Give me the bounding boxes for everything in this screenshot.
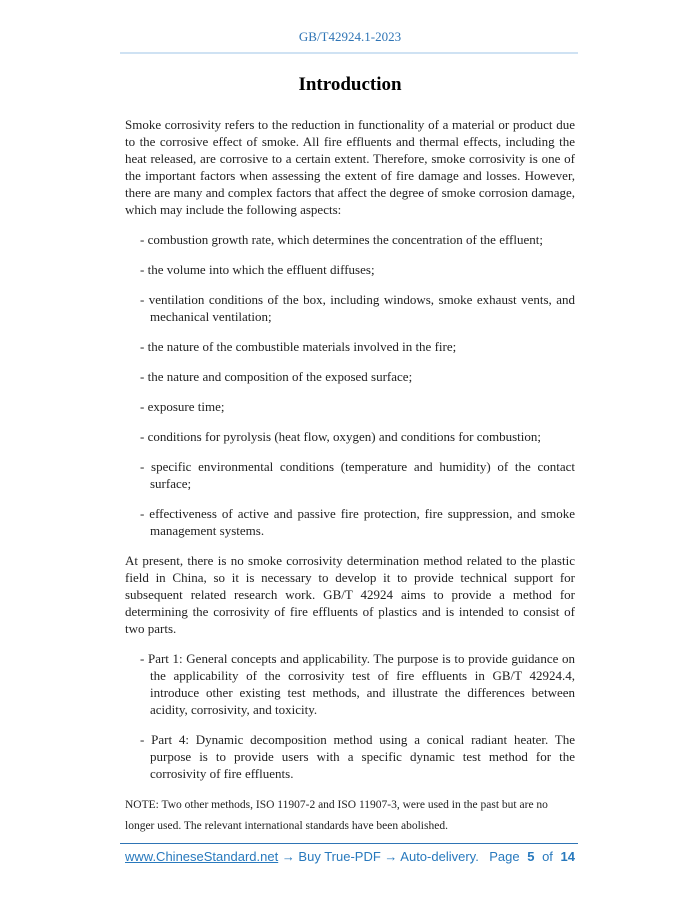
list-item-part-1: - Part 1: General concepts and applicability. The purpose is to provide guidance on the applicability of the corrosivity test of fire effluents in GB/T 42924.4, introduce other existing test methods, and illustrate the differences between acidity, corrosivity, and toxicity. [140,651,575,717]
list-item-combustible-materials: - the nature of the combustible materials involved in the fire; [140,339,457,354]
footer-divider [120,843,578,844]
page-indicator [485,849,575,864]
note-text: NOTE: Two other methods, ISO 11907-2 and ISO 11907-3, were used in the past but are no longer used. The relevant international standards have been abolished. [125,799,548,832]
page-header-standard-number: GB/T42924.1-2023 [298,29,402,44]
footer-tagline [125,849,479,864]
footer-tagline-text: → Buy True-PDF → Auto-delivery. [278,849,479,864]
list-item-combustion-growth-rate: - combustion growth rate, which determines the concentration of the effluent; [140,232,543,247]
page-title: Introduction [298,74,402,95]
list-item-ventilation-conditions: - ventilation conditions of the box, including windows, smoke exhaust vents, and mechanical ventilation; [140,292,575,324]
list-item-pyrolysis-conditions: - conditions for pyrolysis (heat flow, oxygen) and conditions for combustion; [140,429,542,444]
document-body [125,116,575,837]
header-divider [120,52,578,54]
of-label: of [542,849,553,864]
intro-paragraph: Smoke corrosivity refers to the reduction in functionality of a material or product due to the corrosive effect of smoke. All fire effluents and thermal effects, including the heat released, are corrosive to a certain extent. Therefore, smoke corrosivity is one of the important factors when assessing the extent of fire damage and losses. However, there are many and complex factors that affect the degree of smoke corrosion damage, which may include the following aspects: [125,117,575,217]
list-item-environmental-conditions: - specific environmental conditions (temperature and humidity) of the contact surface; [140,459,575,491]
list-item-part-4: - Part 4: Dynamic decomposition method using a conical radiant heater. The purpose is to provide users with a specific dynamic test method for the corrosivity of fire effluents. [140,732,575,781]
page-total: 14 [560,849,575,864]
chinesestandard-link[interactable]: www.ChineseStandard.net [125,849,279,864]
page-current: 5 [527,849,535,864]
page-footer [125,849,575,864]
list-item-exposure-time: - exposure time; [140,399,225,414]
list-item-exposed-surface: - the nature and composition of the exposed surface; [140,369,413,384]
page-label: Page [489,849,520,864]
list-item-fire-protection-effectiveness: - effectiveness of active and passive fire protection, fire suppression, and smoke management systems. [140,506,575,538]
list-item-effluent-volume: - the volume into which the effluent diffuses; [140,262,375,277]
present-status-paragraph: At present, there is no smoke corrosivity determination method related to the plastic field in China, so it is necessary to develop it to provide technical support for subsequent related research work. GB/T 42924 aims to provide a method for determining the corrosivity of fire effluents of plastics and is intended to consist of two parts. [125,553,575,636]
